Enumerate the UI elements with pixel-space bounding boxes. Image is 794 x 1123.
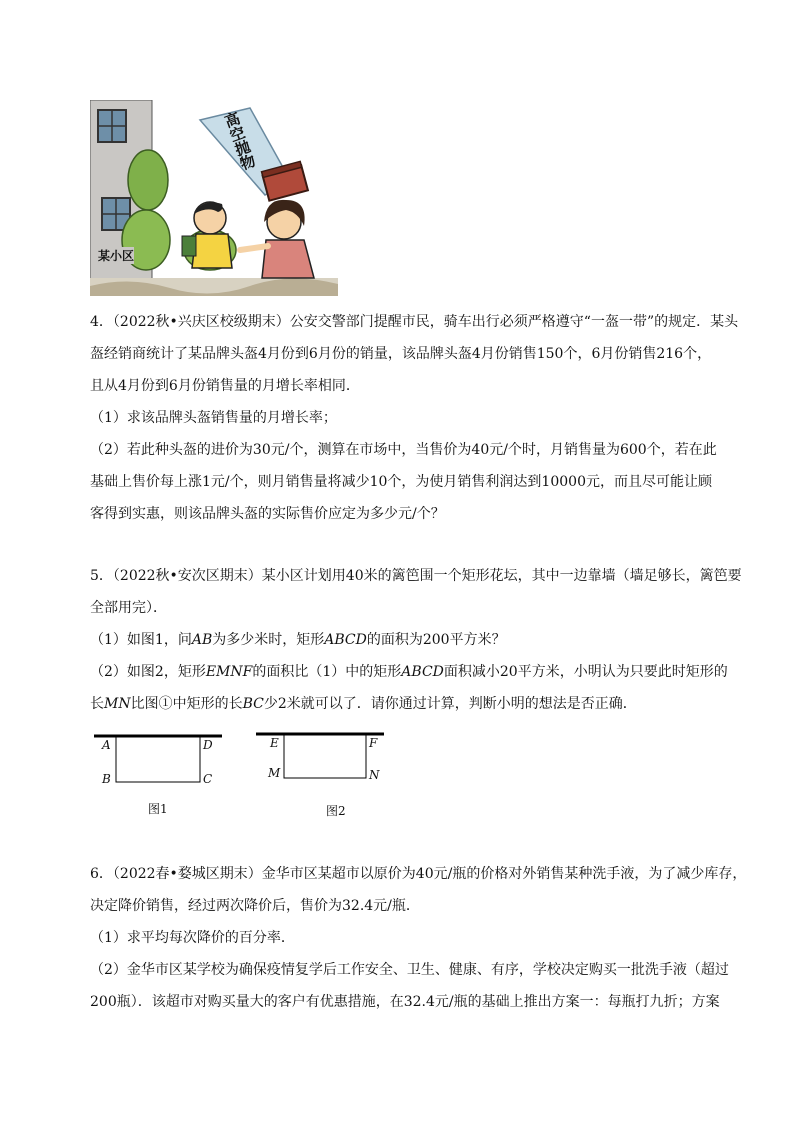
q5-line-1: 5．（2022秋•安次区期末）某小区计划用40米的篱笆围一个矩形花坛，其中一边靠墙（墙足够长，篱笆要 bbox=[90, 568, 742, 584]
q5-part-2-line-1: （2）如图2，矩形EMNF的面积比（1）中的矩形ABCD面积减小20平方米，小明认为只要此时矩形的 bbox=[90, 664, 728, 680]
figure-1 bbox=[90, 730, 230, 820]
sign-text: 高空抛物 bbox=[220, 109, 259, 173]
q4-line-1: 4．（2022秋•兴庆区校级期末）公安交警部门提醒市民，骑车出行必须严格遵守“一盔一带”的规定．某头 bbox=[90, 314, 739, 330]
figure-2 bbox=[256, 730, 396, 820]
fig1-label-d: D bbox=[203, 738, 213, 752]
fig2-caption: 图2 bbox=[326, 804, 346, 818]
q5-part-1: （1）如图1，问AB为多少米时，矩形ABCD的面积为200平方米？ bbox=[90, 632, 506, 648]
rect-emnf: EMNF bbox=[205, 664, 253, 680]
q4-line-2: 盔经销商统计了某品牌头盔4月份到6月份的销量，该品牌头盔4月份销售150个，6月份销售216个， bbox=[90, 346, 712, 362]
q4-line-3: 且从4月份到6月份销售量的月增长率相同． bbox=[90, 378, 360, 394]
segment-ab: AB bbox=[191, 632, 213, 648]
segment-bc: BC bbox=[242, 696, 264, 712]
fig1-label-b: B bbox=[102, 772, 111, 786]
q6-line-1: 6．（2022春•婺城区期末）金华市区某超市以原价为40元/瓶的价格对外销售某种洗手液，为了减少库存， bbox=[90, 866, 747, 882]
q4-part-2-line-2: 基础上售价每上涨1元/个，则月销售量将减少10个，为使月销售利润达到10000元，而且尽可能让顾 bbox=[90, 474, 712, 490]
high-altitude-littering-cartoon bbox=[90, 100, 338, 296]
q4-part-2-line-3: 客得到实惠，则该品牌头盔的实际售价应定为多少元/个？ bbox=[90, 506, 445, 522]
rect-abcd: ABCD bbox=[401, 664, 444, 680]
building-label: 某小区 bbox=[98, 249, 135, 263]
q6-line-2: 决定降价销售，经过两次降价后，售价为32.4元/瓶． bbox=[90, 898, 420, 914]
fig1-label-c: C bbox=[203, 772, 213, 786]
segment-mn: MN bbox=[104, 696, 131, 712]
fig1-label-a: A bbox=[102, 738, 111, 752]
q6-part-1: （1）求平均每次降价的百分率． bbox=[90, 930, 295, 946]
fig2-label-e: E bbox=[270, 736, 279, 750]
q6-part-2-line-1: （2）金华市区某学校为确保疫情复学后工作安全、卫生、健康、有序，学校决定购买一批洗手液（超过 bbox=[90, 962, 729, 978]
fig2-label-f: F bbox=[369, 736, 378, 750]
fig1-caption: 图1 bbox=[148, 802, 168, 816]
q6-part-2-line-2: 200瓶）．该超市对购买量大的客户有优惠措施，在32.4元/瓶的基础上推出方案一：每瓶打九折；方案 bbox=[90, 994, 720, 1010]
fig2-label-m: M bbox=[268, 766, 281, 780]
q5-line-2: 全部用完）． bbox=[90, 600, 167, 616]
q4-part-2-line-1: （2）若此种头盔的进价为30元/个，测算在市场中，当售价为40元/个时，月销售量为600个，若在此 bbox=[90, 442, 717, 458]
rect-abcd: ABCD bbox=[324, 632, 367, 648]
fig2-label-n: N bbox=[369, 768, 380, 782]
q5-part-2-line-2: 长MN比图①中矩形的长BC少2米就可以了．请你通过计算，判断小明的想法是否正确． bbox=[90, 696, 637, 712]
q4-part-1: （1）求该品牌头盔销售量的月增长率； bbox=[90, 410, 337, 426]
